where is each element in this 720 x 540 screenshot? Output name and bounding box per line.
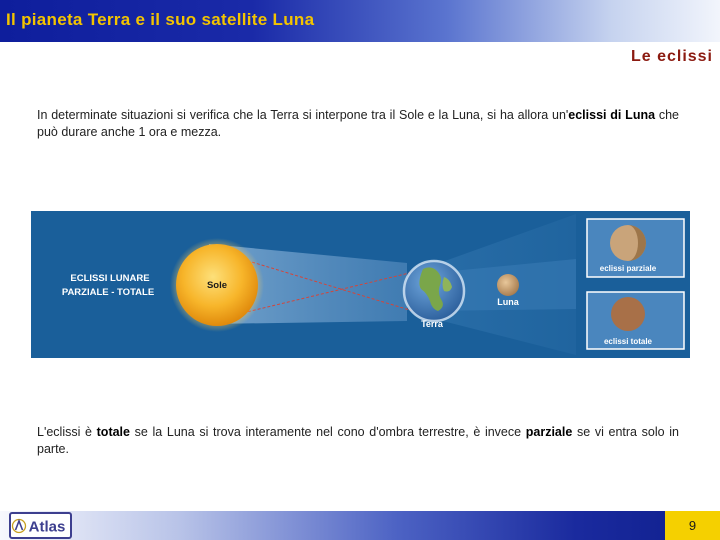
moon-disc xyxy=(497,274,519,296)
intro-text-a: In determinate situazioni si verifica che la Terra si interpone tra il Sole e la Luna, si ha allora un' xyxy=(37,108,569,122)
inset-total-moon xyxy=(611,297,645,331)
atlas-logo xyxy=(9,512,72,539)
types-text-a: L'eclissi è xyxy=(37,425,97,439)
intro-text-b: che può durare anche 1 ora e mezza. xyxy=(37,108,679,139)
eclipse-types-paragraph xyxy=(37,424,679,458)
intro-paragraph xyxy=(37,107,679,141)
header-bar xyxy=(0,0,720,42)
types-bold-partial: parziale xyxy=(525,425,573,439)
earth-globe xyxy=(404,261,464,321)
eclipse-illustration xyxy=(31,211,690,358)
inset-total-label: eclissi totale xyxy=(603,337,653,346)
inset-partial-label: eclissi parziale xyxy=(599,264,657,273)
figure-heading-line1: ECLISSI LUNARE xyxy=(70,273,150,284)
section-title: Le eclissi xyxy=(630,48,713,65)
moon-label: Luna xyxy=(497,297,519,307)
page-number: 9 xyxy=(665,511,720,540)
figure-heading-line2: PARZIALE - TOTALE xyxy=(61,287,155,298)
types-bold-total: totale xyxy=(96,425,130,439)
sun-label: Sole xyxy=(206,280,228,291)
types-text-b: se la Luna si trova interamente nel cono d'ombra terrestre, è invece xyxy=(129,425,526,439)
logo-text: Atlas xyxy=(28,518,66,536)
types-text-c: se vi entra solo in parte. xyxy=(37,425,679,456)
earth-label: Terra xyxy=(421,319,443,329)
intro-bold: eclissi di Luna xyxy=(568,108,656,122)
footer-bar xyxy=(0,511,720,540)
header-title: Il pianeta Terra e il suo satellite Luna xyxy=(6,10,315,29)
